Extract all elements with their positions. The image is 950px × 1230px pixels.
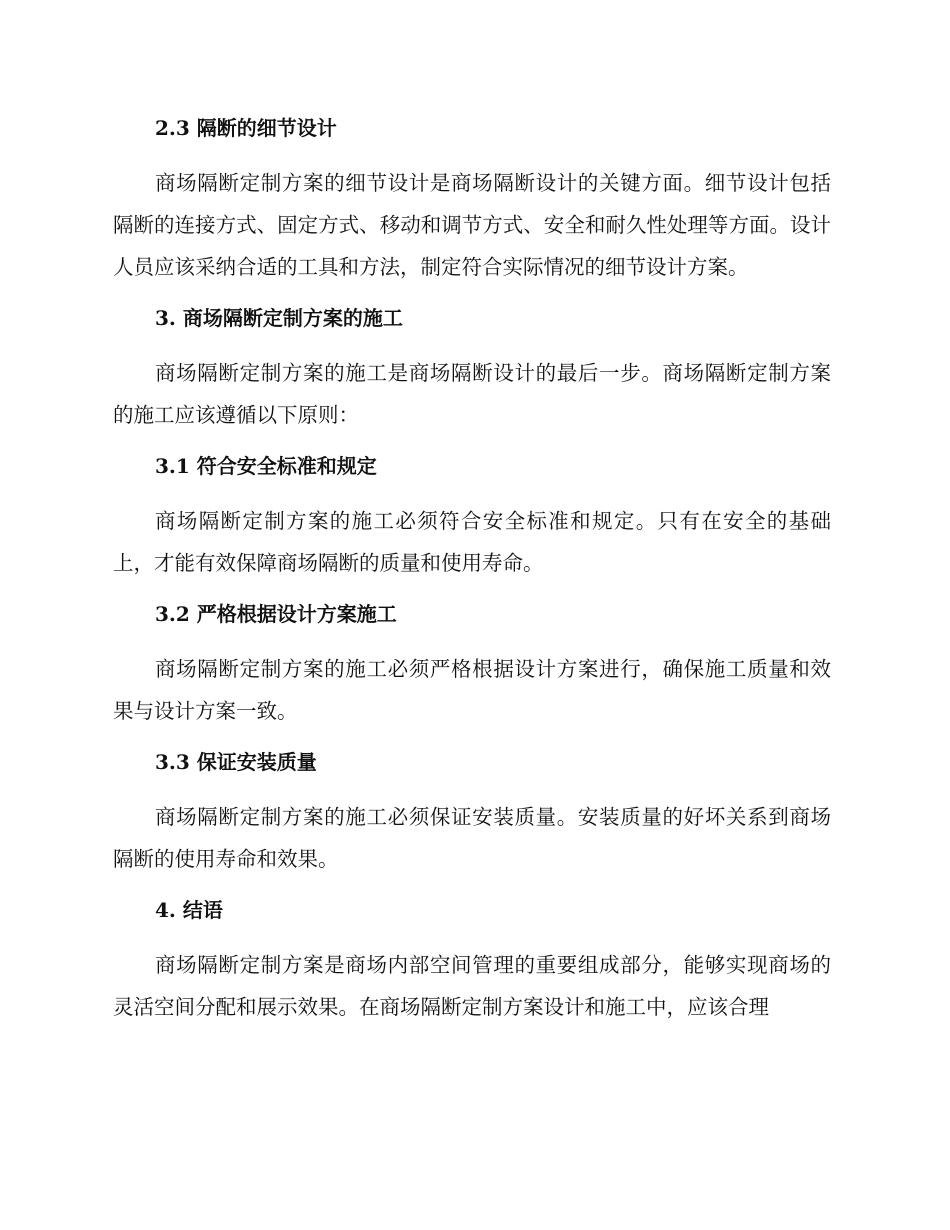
paragraph-follow-design: 商场隔断定制方案的施工必须严格根据设计方案进行，确保施工质量和效果与设计方案一致。 — [113, 657, 831, 723]
paragraph-conclusion: 商场隔断定制方案是商场内部空间管理的重要组成部分，能够实现商场的灵活空间分配和展示效果。在商场隔断定制方案设计和施工中，应该合理 — [113, 953, 831, 1019]
document-body — [113, 108, 831, 1038]
paragraph-construction: 商场隔断定制方案的施工是商场隔断设计的最后一步。商场隔断定制方案的施工应该遵循以下原则： — [113, 361, 831, 427]
section-heading-3-3: 3.3 保证安装质量 — [155, 750, 317, 774]
section-heading-3-1: 3.1 符合安全标准和规定 — [155, 454, 377, 478]
section-heading-2-3: 2.3 隔断的细节设计 — [155, 116, 337, 140]
section-heading-3: 3. 商场隔断定制方案的施工 — [155, 306, 403, 330]
section-heading-3-2: 3.2 严格根据设计方案施工 — [155, 602, 397, 626]
paragraph-safety-standards: 商场隔断定制方案的施工必须符合安全标准和规定。只有在安全的基础上，才能有效保障商场隔断的质量和使用寿命。 — [113, 509, 831, 575]
section-heading-4: 4. 结语 — [155, 898, 223, 922]
paragraph-detail-design: 商场隔断定制方案的细节设计是商场隔断设计的关键方面。细节设计包括隔断的连接方式、固定方式、移动和调节方式、安全和耐久性处理等方面。设计人员应该采纳合适的工具和方法，制定符合实际情况的细节设计方案。 — [113, 171, 831, 279]
paragraph-install-quality: 商场隔断定制方案的施工必须保证安装质量。安装质量的好坏关系到商场隔断的使用寿命和效果。 — [113, 805, 831, 871]
